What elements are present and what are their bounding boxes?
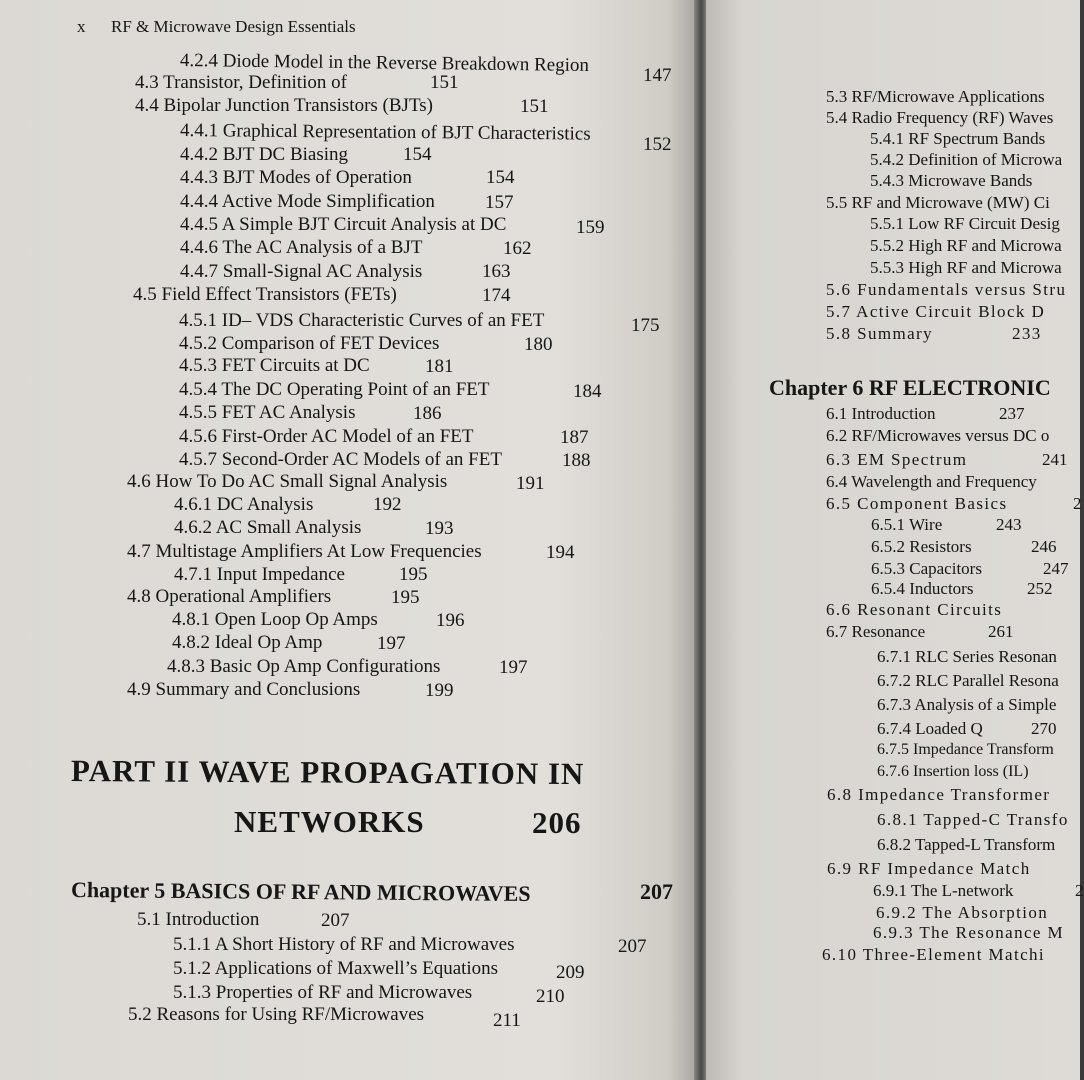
running-header-title: RF & Microwave Design Essentials <box>111 17 356 36</box>
toc-entry-page: 197 <box>499 657 528 678</box>
toc-entry-label: 5.4.2 Definition of Microwa <box>870 150 1063 169</box>
toc-entry-label: 6.5.4 Inductors <box>871 579 974 598</box>
toc-entry-label: 6.8 Impedance Transformer <box>827 785 1051 804</box>
toc-entry-page: 181 <box>425 356 454 377</box>
toc-entry-page: 191 <box>516 473 545 494</box>
toc-entry-page: 196 <box>436 610 465 631</box>
toc-entry-label: 5.7 Active Circuit Block D <box>826 302 1046 321</box>
toc-entry-label: 6.7.3 Analysis of a Simple <box>877 695 1057 714</box>
toc-entry-page: 270 <box>1031 719 1057 738</box>
toc-entry-page: 197 <box>377 633 406 654</box>
toc-entry-page: 184 <box>573 381 602 402</box>
toc-entry-page: 163 <box>482 261 511 282</box>
toc-entry-page: 233 <box>1012 324 1042 343</box>
toc-entry-label: 4.6.1 DC Analysis <box>174 494 314 515</box>
toc-entry-label: 4.5.2 Comparison of FET Devices <box>179 333 440 354</box>
toc-entry-page: 175 <box>631 315 660 336</box>
toc-entry-label: 4.4.7 Small-Signal AC Analysis <box>180 261 423 282</box>
toc-entry-label: 4.6 How To Do AC Small Signal Analysis <box>127 471 448 492</box>
toc-entry-label: 5.8 Summary <box>826 324 934 343</box>
toc-entry-label: 6.7.6 Insertion loss (IL) <box>877 763 1029 780</box>
toc-entry-label: 4.2.4 Diode Model in the Reverse Breakdown Region <box>179 50 590 76</box>
toc-entry-label: 6.8.1 Tapped-C Transfo <box>877 810 1069 829</box>
toc-entry-label: 6.7.1 RLC Series Resonan <box>877 647 1057 666</box>
page-roman-numeral: x <box>77 17 86 36</box>
toc-entry-label: 6.7.4 Loaded Q <box>877 719 983 738</box>
toc-entry-page: 187 <box>560 427 589 448</box>
chapter-heading: Chapter 5 BASICS OF RF AND MICROWAVES <box>70 877 531 907</box>
toc-entry-label: 6.9.1 The L-network <box>873 881 1014 900</box>
toc-entry-label: 5.4.1 RF Spectrum Bands <box>870 129 1046 148</box>
toc-entry-page: 174 <box>482 285 511 306</box>
toc-entry-label: 4.5.7 Second-Order AC Models of an FET <box>179 449 502 470</box>
toc-entry-label: 4.4.4 Active Mode Simplification <box>180 191 435 212</box>
toc-entry-label: 4.5.3 FET Circuits at DC <box>179 355 370 376</box>
chapter-heading: Chapter 6 RF ELECTRONIC <box>769 375 1051 400</box>
part-heading-line2: NETWORKS <box>234 804 425 839</box>
toc-entry-page: 154 <box>403 144 432 165</box>
toc-entry-label: 5.4.3 Microwave Bands <box>870 171 1033 190</box>
toc-entry-page: 207 <box>321 910 350 931</box>
toc-entry-label: 5.3 RF/Microwave Applications <box>826 87 1045 106</box>
toc-entry-label: 5.5.1 Low RF Circuit Desig <box>870 214 1060 233</box>
toc-entry-label: 5.5.3 High RF and Microwa <box>870 258 1062 277</box>
toc-entry-label: 6.3 EM Spectrum <box>826 450 968 469</box>
toc-entry-label: 5.5 RF and Microwave (MW) Ci <box>826 193 1050 212</box>
toc-entry-label: 5.4 Radio Frequency (RF) Waves <box>826 108 1054 127</box>
toc-entry-label: 4.4.6 The AC Analysis of a BJT <box>180 237 423 258</box>
toc-entry-label: 6.6 Resonant Circuits <box>826 600 1003 619</box>
toc-entry-label: 6.4 Wavelength and Frequency <box>826 472 1037 491</box>
toc-entry-page: 151 <box>430 72 459 93</box>
toc-entry-page: 188 <box>562 450 591 471</box>
toc-entry-label: 4.4 Bipolar Junction Transistors (BJTs) <box>135 95 433 116</box>
toc-entry-label: 6.9 RF Impedance Match <box>827 859 1031 878</box>
part-heading: PART II WAVE PROPAGATION IN <box>70 753 585 792</box>
toc-entry-label: 6.7.2 RLC Parallel Resona <box>877 671 1059 690</box>
toc-entry-label: 5.1 Introduction <box>137 909 260 930</box>
toc-entry-label: 4.7.1 Input Impedance <box>174 564 345 585</box>
toc-entry-page: 186 <box>413 403 442 424</box>
toc-entry-page: 241 <box>1042 450 1068 469</box>
toc-entry-label: 4.5.1 ID– VDS Characteristic Curves of an FET <box>179 310 545 331</box>
toc-entry-page: 152 <box>643 134 672 155</box>
toc-entry-page: 2 <box>1073 494 1082 513</box>
toc-entry-label: 4.4.1 Graphical Representation of BJT Characteristics <box>179 120 591 145</box>
toc-entry-label: 4.9 Summary and Conclusions <box>127 679 361 700</box>
toc-entry-label: 4.8 Operational Amplifiers <box>127 586 332 607</box>
toc-entry-label: 4.8.1 Open Loop Op Amps <box>172 609 378 630</box>
toc-entry-page: 2 <box>1075 881 1084 900</box>
toc-entry-page: 157 <box>485 192 514 213</box>
toc-entry-label: 4.5.5 FET AC Analysis <box>179 402 356 423</box>
part-page-number: 206 <box>532 805 582 840</box>
toc-entry-label: 4.6.2 AC Small Analysis <box>174 517 362 538</box>
toc-entry-page: 154 <box>486 167 515 188</box>
toc-entry-label: 5.1.1 A Short History of RF and Microwaves <box>173 934 515 955</box>
toc-entry-page: 237 <box>999 404 1025 423</box>
toc-entry-page: 246 <box>1031 537 1057 556</box>
toc-entry-page: 252 <box>1027 579 1053 598</box>
toc-entry-label: 5.1.3 Properties of RF and Microwaves <box>173 982 473 1003</box>
toc-entry-label: 4.4.3 BJT Modes of Operation <box>180 167 412 188</box>
toc-entry-label: 4.4.5 A Simple BJT Circuit Analysis at DC <box>180 214 507 235</box>
toc-entry-label: 6.5.3 Capacitors <box>871 559 982 578</box>
toc-entry-label: 6.5.2 Resistors <box>871 537 972 556</box>
toc-entry-page: 147 <box>643 65 672 86</box>
toc-entry-label: 6.1 Introduction <box>826 404 936 423</box>
toc-entry-label: 6.7.5 Impedance Transform <box>877 741 1054 758</box>
toc-entry-label: 4.8.2 Ideal Op Amp <box>172 632 323 653</box>
toc-entry-page: 211 <box>493 1010 521 1031</box>
toc-entry-label: 4.5.4 The DC Operating Point of an FET <box>179 379 490 400</box>
toc-entry-label: 6.10 Three-Element Matchi <box>822 945 1046 964</box>
toc-entry-label: 4.3 Transistor, Definition of <box>135 72 347 93</box>
toc-entry-page: 162 <box>503 238 532 259</box>
toc-entry-page: 210 <box>536 986 565 1007</box>
toc-entry-page: 247 <box>1043 559 1069 578</box>
toc-entry-page: 180 <box>524 334 553 355</box>
toc-entry-label: 5.2 Reasons for Using RF/Microwaves <box>128 1004 425 1025</box>
toc-entry-label: 6.9.3 The Resonance M <box>873 923 1065 942</box>
toc-entry-page: 192 <box>373 494 402 515</box>
toc-entry-label: 6.5 Component Basics <box>826 494 1008 513</box>
toc-entry-label: 4.4.2 BJT DC Biasing <box>180 144 349 165</box>
toc-entry-label: 4.7 Multistage Amplifiers At Low Frequencies <box>127 541 482 562</box>
toc-entry-label: 6.8.2 Tapped-L Transform <box>877 835 1056 854</box>
toc-entry-label: 5.1.2 Applications of Maxwell’s Equations <box>173 958 499 979</box>
chapter-page-number: 207 <box>640 879 673 904</box>
toc-entry-label: 5.6 Fundamentals versus Stru <box>826 280 1067 299</box>
toc-entry-page: 207 <box>618 936 647 957</box>
toc-entry-label: 4.5 Field Effect Transistors (FETs) <box>133 284 397 305</box>
toc-entry-label: 5.5.2 High RF and Microwa <box>870 236 1062 255</box>
toc-entry-label: 4.5.6 First-Order AC Model of an FET <box>179 426 474 447</box>
toc-entry-label: 6.5.1 Wire <box>871 515 943 534</box>
toc-entry-page: 209 <box>556 962 585 983</box>
toc-entry-page: 193 <box>425 518 454 539</box>
toc-entry-page: 243 <box>996 515 1022 534</box>
toc-entry-page: 151 <box>520 96 549 117</box>
toc-entry-page: 199 <box>425 680 454 701</box>
toc-entry-page: 195 <box>399 564 428 585</box>
toc-entry-label: 6.2 RF/Microwaves versus DC o <box>826 426 1050 445</box>
toc-entry-label: 6.7 Resonance <box>826 622 926 641</box>
toc-entry-label: 6.9.2 The Absorption <box>876 903 1049 922</box>
toc-entry-page: 159 <box>576 217 605 238</box>
toc-entry-page: 261 <box>988 622 1014 641</box>
toc-entry-page: 195 <box>391 587 420 608</box>
toc-entry-page: 194 <box>546 542 575 563</box>
toc-entry-label: 4.8.3 Basic Op Amp Configurations <box>167 656 441 677</box>
